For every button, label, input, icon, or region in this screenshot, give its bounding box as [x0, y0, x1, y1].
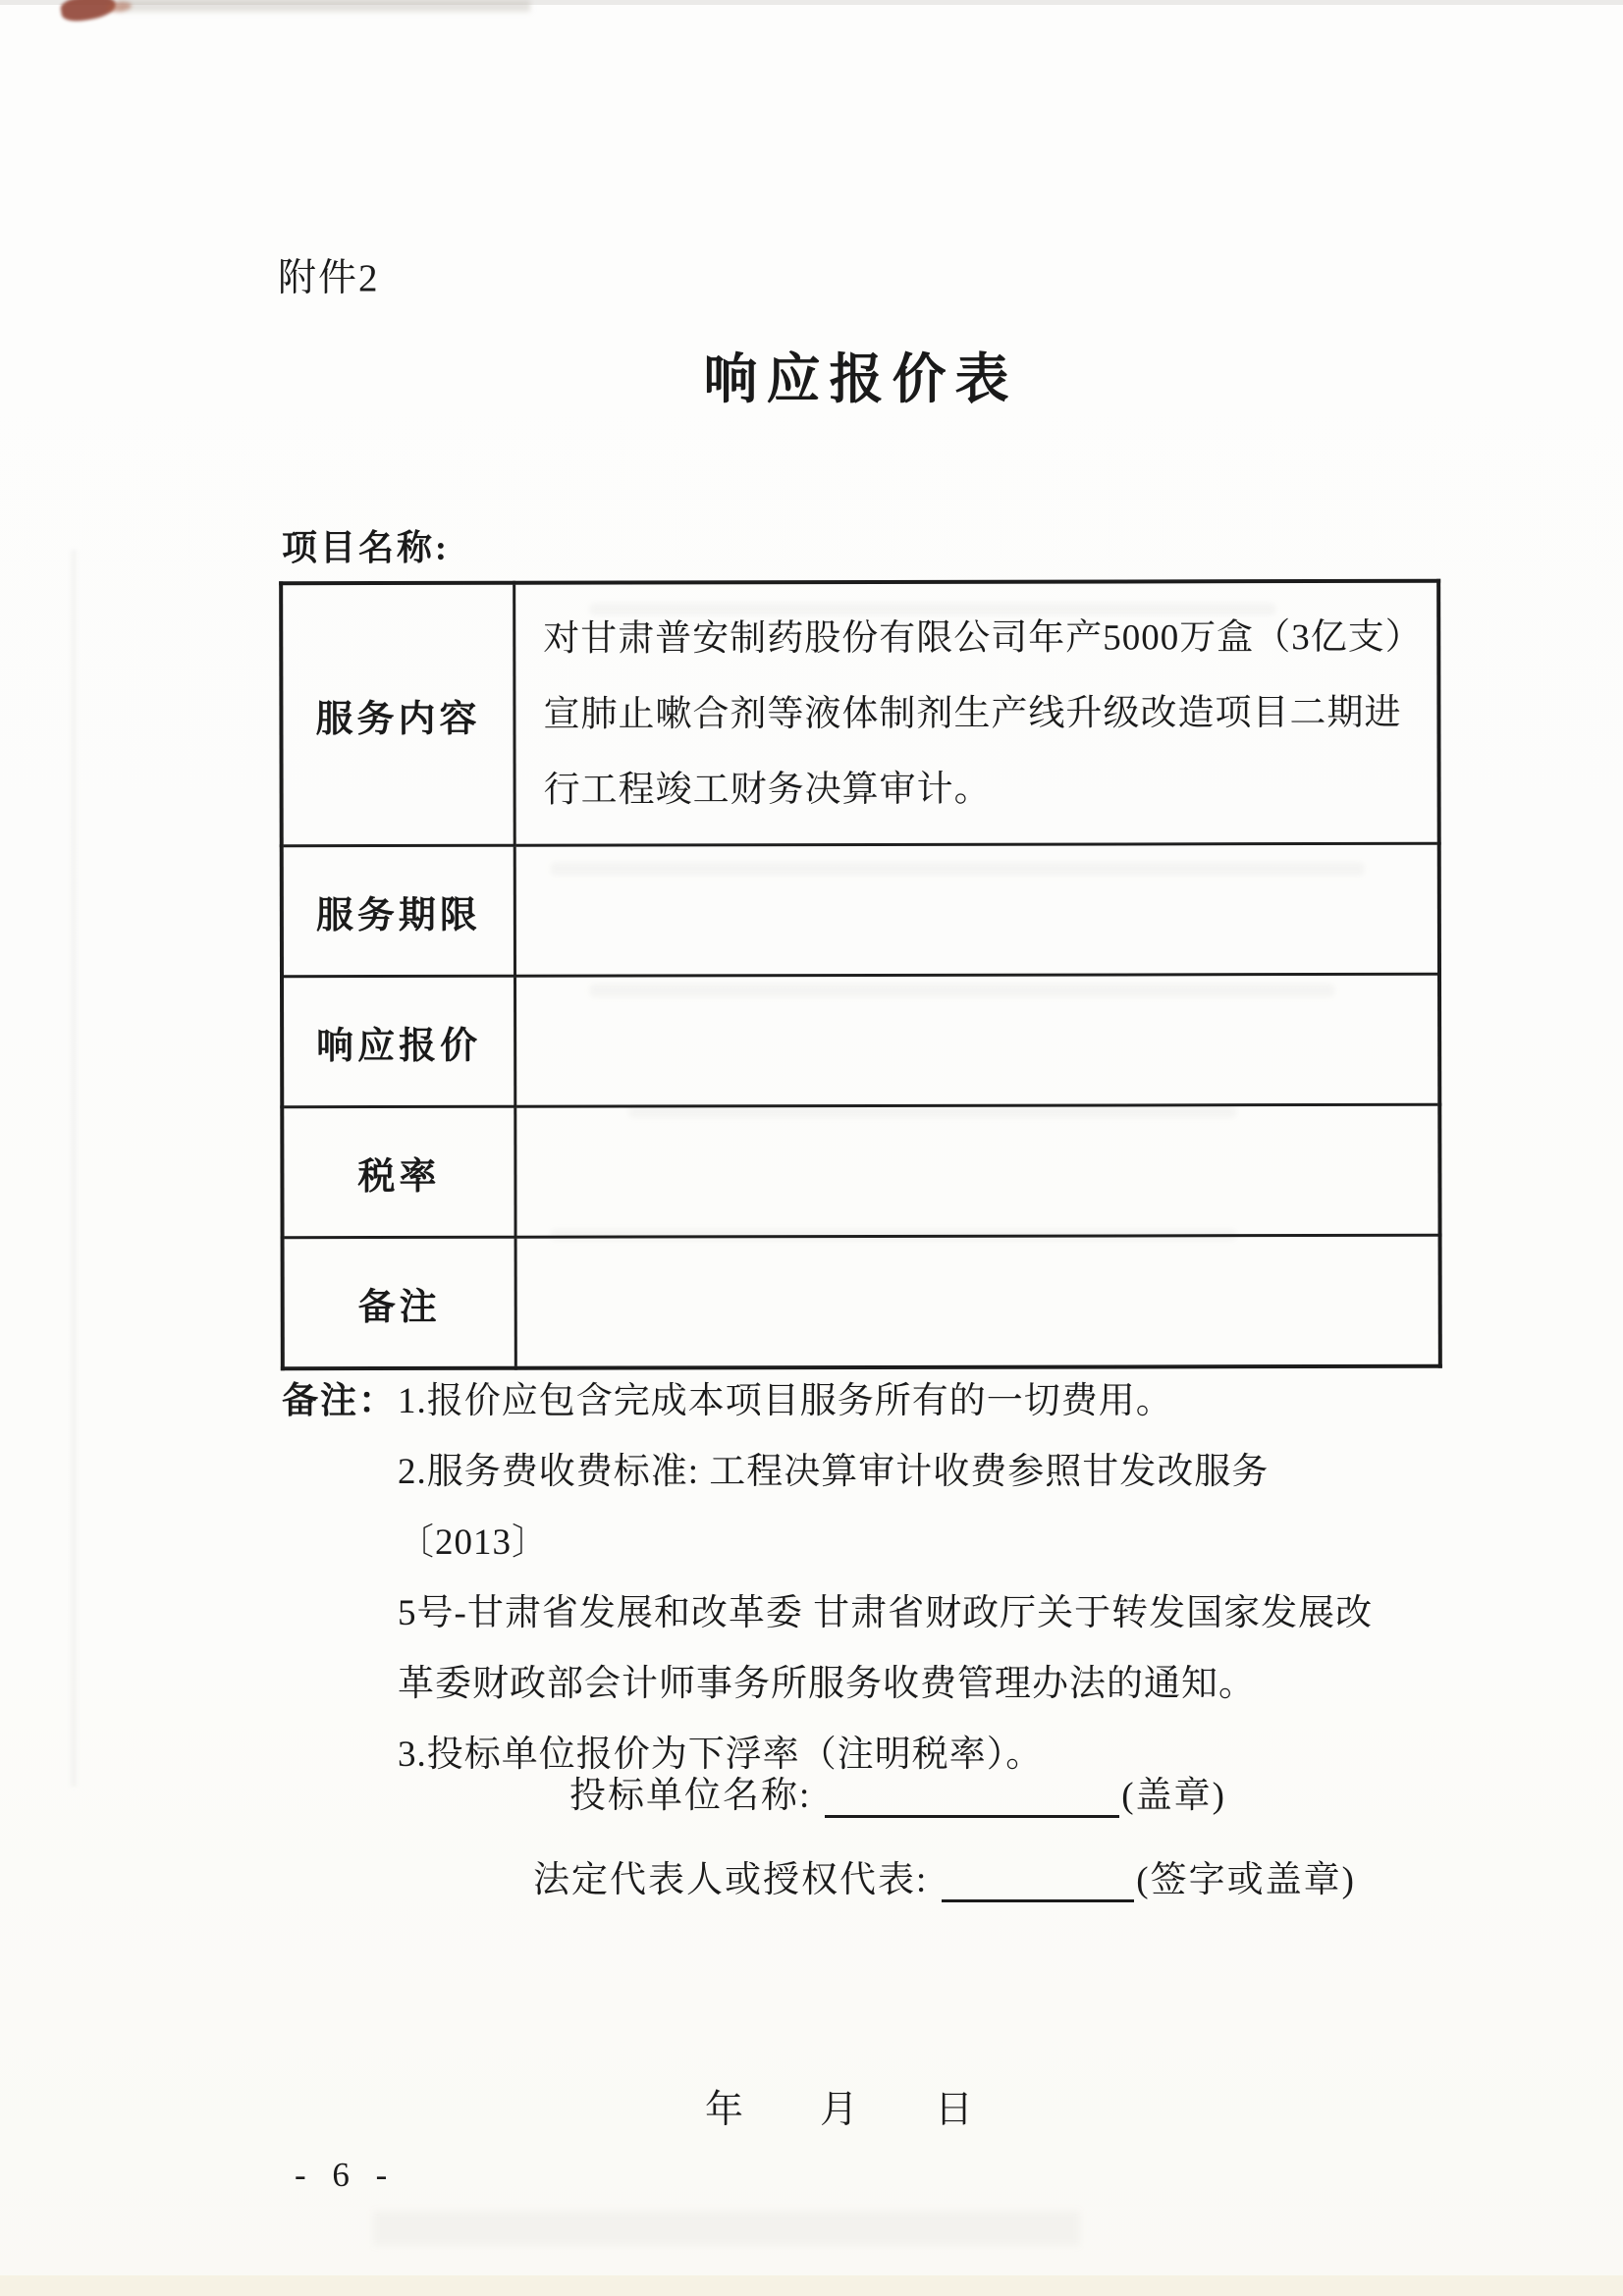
table-row-tax-rate [282, 1104, 1439, 1237]
page-title: 响应报价表 [703, 349, 1018, 409]
project-name-label: 项目名称: [282, 528, 450, 567]
notes-section [282, 1366, 1381, 1790]
table-row-response-quote [282, 974, 1439, 1106]
notes-lines [398, 1366, 1381, 1790]
notes-label: 备注： [282, 1381, 397, 1421]
table-row-service-period [282, 843, 1439, 976]
table-row-remarks [283, 1235, 1440, 1368]
note-line: 1.报价应包含完成本项目服务所有的一切费用。 [398, 1381, 1173, 1421]
date-year-label: 年 [705, 2089, 744, 2131]
quotation-table [279, 579, 1442, 1370]
note-line: 3.投标单位报价为下浮率（注明税率）。 [398, 1735, 1044, 1775]
representative-label: 法定代表人或授权代表: [533, 1860, 929, 1900]
scan-top-shadow [118, 0, 530, 12]
bidder-seal-hint: (盖章) [1121, 1776, 1226, 1816]
row-value-empty [515, 1235, 1440, 1367]
bidder-name-blank [825, 1776, 1119, 1818]
row-value-empty [514, 843, 1439, 976]
row-label: 备注 [283, 1237, 516, 1368]
note-line: 革委财政部会计师事务所服务收费管理办法的通知。 [398, 1664, 1256, 1704]
red-ink-mark [59, 0, 117, 24]
row-value-empty [515, 1104, 1440, 1237]
row-value: 对甘肃普安制药股份有限公司年产5000万盒（3亿支）宣肺止嗽合剂等液体制剂生产线升级改造项目二期进行工程竣工财务决算审计。 [514, 581, 1439, 845]
bidder-signature-line [569, 1765, 1226, 1818]
scan-top-edge [0, 0, 1623, 5]
attachment-label: 附件2 [278, 257, 380, 299]
row-label: 响应报价 [282, 976, 515, 1106]
bidder-name-label: 投标单位名称: [569, 1776, 812, 1816]
representative-signature-line [533, 1849, 1356, 1902]
row-label: 税率 [282, 1106, 515, 1237]
red-ink-mark-small [106, 1, 133, 14]
representative-seal-hint: (签字或盖章) [1136, 1860, 1356, 1900]
scan-scratch-texture [373, 2211, 1080, 2246]
scan-bottom-band [0, 2275, 1623, 2296]
paper-fold-shadow [71, 550, 77, 1787]
table-row-service-content [281, 581, 1439, 846]
note-line: 5号-甘肃省发展和改革委 甘肃省财政厅关于转发国家发展改 [398, 1593, 1374, 1633]
row-value-empty [515, 974, 1440, 1106]
date-line [705, 2079, 973, 2134]
note-line: 2.服务费收费标准: 工程决算审计收费参照甘发改服务〔2013〕 [398, 1452, 1270, 1563]
representative-blank [942, 1860, 1134, 1902]
date-day-label: 日 [935, 2089, 974, 2131]
row-label: 服务期限 [282, 845, 515, 976]
page-number: - 6 - [295, 2156, 397, 2194]
row-label: 服务内容 [281, 583, 514, 846]
date-month-label: 月 [820, 2089, 859, 2131]
